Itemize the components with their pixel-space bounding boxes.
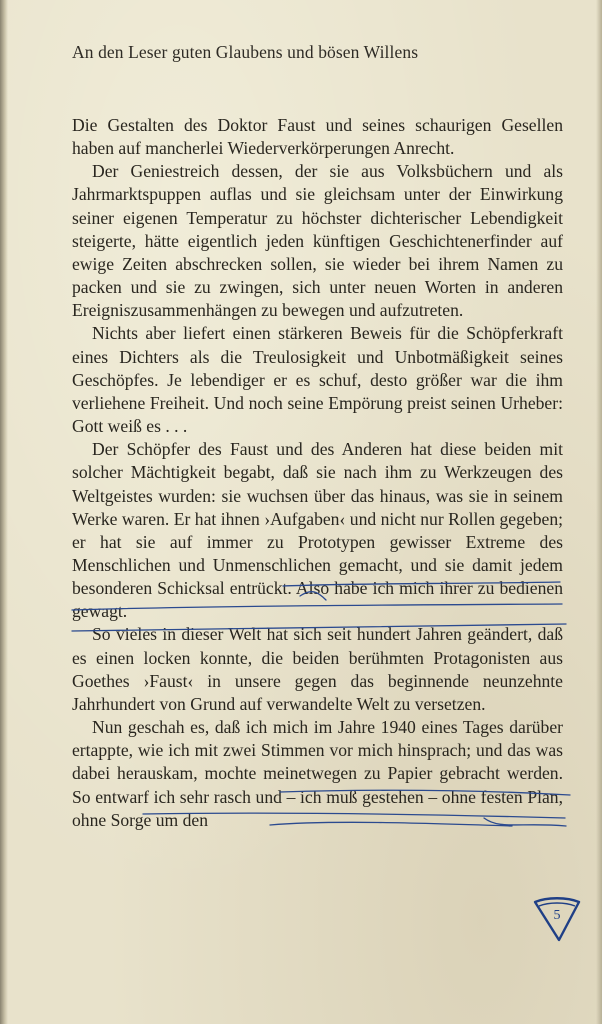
- running-head: An den Leser guten Glaubens und bösen Willens: [72, 42, 419, 62]
- paragraph-1: Die Gestalten des Doktor Faust und seines schaurigen Gesellen haben auf mancherlei Wiederverkörperungen Anrecht.: [72, 115, 563, 159]
- page-number: 5: [553, 908, 561, 923]
- paragraph-3: Nichts aber liefert einen stärkeren Beweis für die Schöpferkraft eines Dichters als die Treulosigkeit und Unbotmäßigkeit seines Geschöpfes. Je lebendiger er es schuf, desto größer war die ihm verliehene Freiheit. Und noch seine Empörung preist seinen Urheber: Gott weiß es . . .: [72, 323, 563, 437]
- body-text: [72, 114, 563, 832]
- paragraph-6: Nun geschah es, daß ich mich im Jahre 1940 eines Tages darüber ertappte, wie ich mit zwei Stimmen vor mich hinsprach; und das was dabei herauskam, mochte meinetwegen zu Papier gebracht werden. So entwarf ich sehr rasch und – ich muß gestehen – ohne festen Plan, ohne Sorge um den: [72, 717, 563, 830]
- paragraph-5: So vieles in dieser Welt hat sich seit hundert Jahren geändert, daß es einen locken konnte, die beiden berühmten Protagonisten aus Goethes ›Faust‹ in unsere gegen das beginnende neunzehnte Jahrhundert von Grund auf verwandelte Welt zu versetzen.: [72, 624, 563, 714]
- paragraph-4: Der Schöpfer des Faust und des Anderen hat diese beiden mit solcher Mächtigkeit begabt, daß sie nach ihm zu Werkzeugen des Weltgeistes wurden: sie wuchsen über das hinaus, was sie in seinem Werke waren. Er hat ihnen ›Aufgaben‹ und nicht nur Rollen gegeben; er hat sie auf immer zu Prototypen gewisser Extreme des Menschlichen und Unmenschlichen gemacht, und sie damit jedem besonderen Schicksal entrückt. Also habe ich mich ihrer zu bedienen gewagt.: [72, 439, 563, 622]
- paragraph-2: Der Geniestreich dessen, der sie aus Volksbüchern und als Jahrmarktspuppen auflas und sie gleichsam unter der Einwirkung seiner eigenen Temperatur zu höchster dichterischer Lebendigkeit steigerte, hätte eigentlich jeden künftigen Geschichtenerfinder auf ewige Zeiten abschrecken sollen, sie wieder bei ihrem Namen zu packen und sie zu zwingen, sich unter neuen Worten in anderen Ereigniszusammenhängen zu bewegen und aufzutreten.: [72, 161, 563, 321]
- page-edge-left: [0, 0, 8, 1024]
- page-edge-right: [596, 0, 602, 1024]
- page-number-badge: [533, 896, 581, 942]
